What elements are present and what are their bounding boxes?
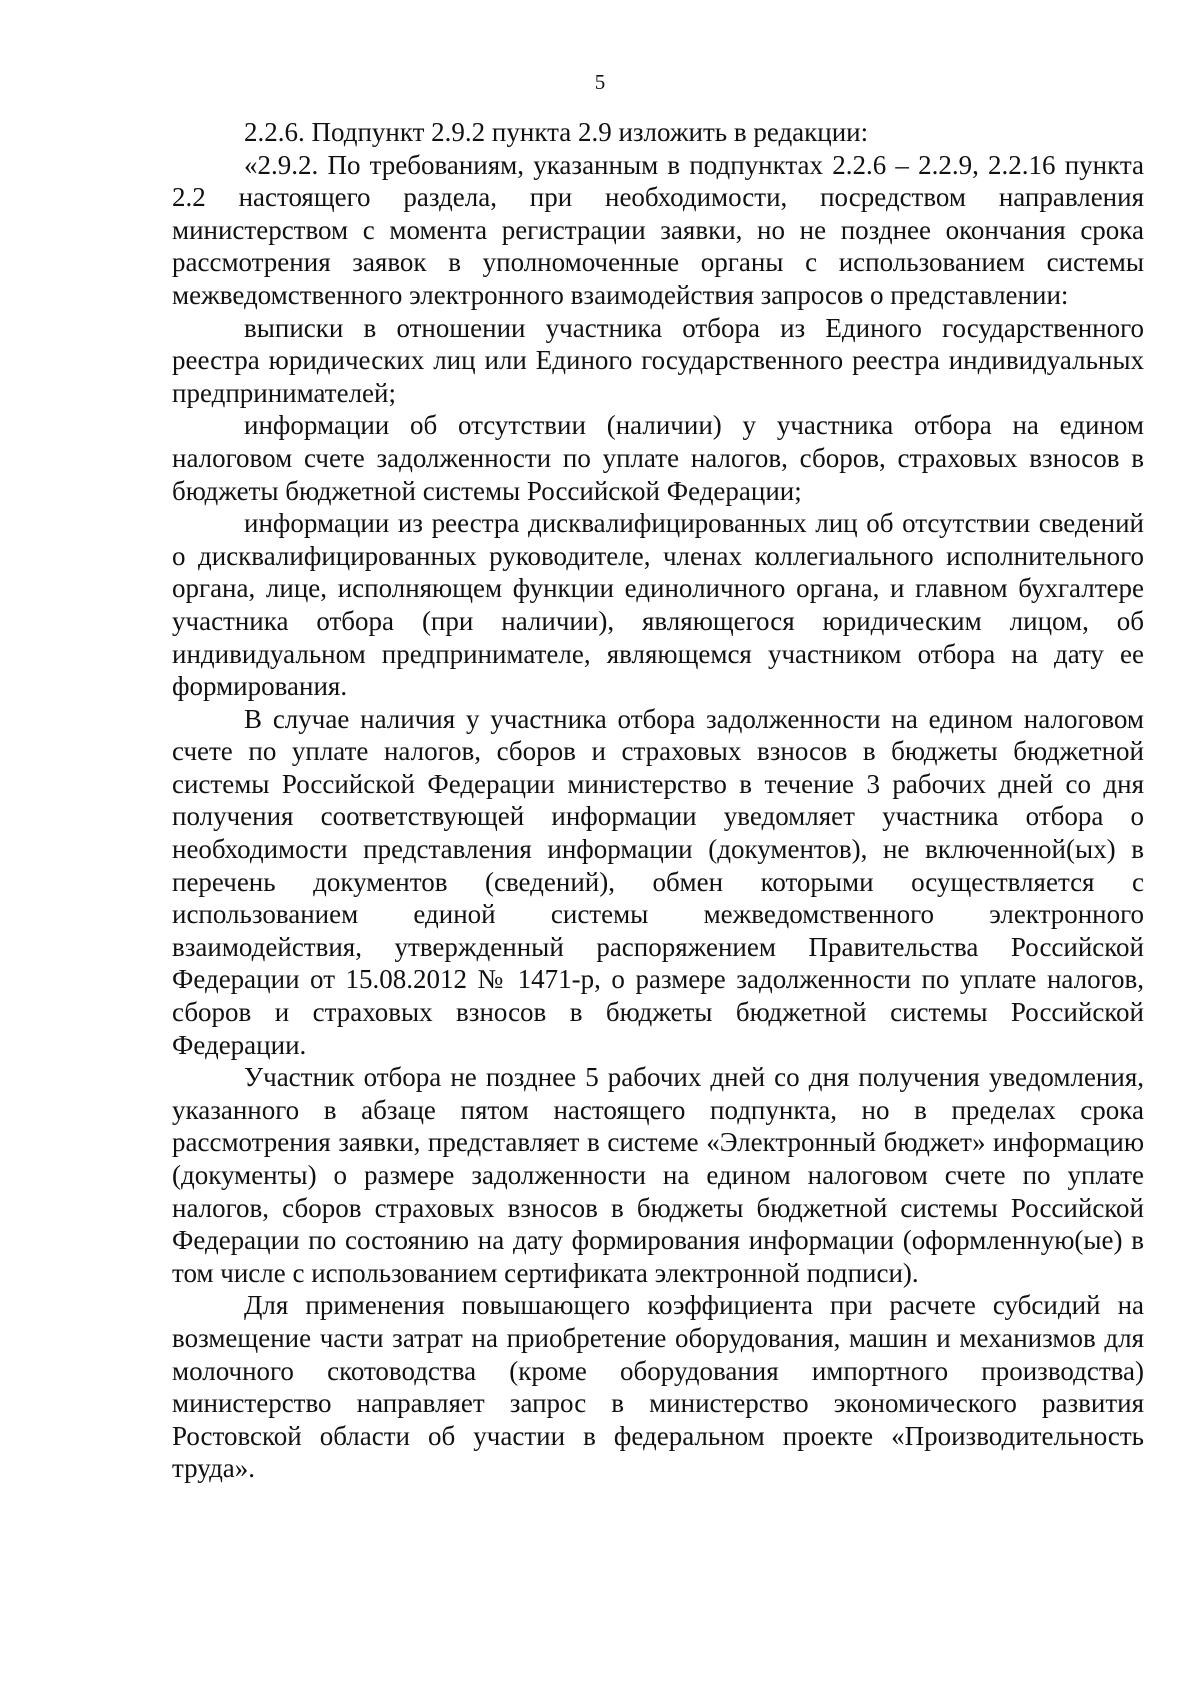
page-number: 5 <box>594 70 606 94</box>
paragraph-participant-submission: Участник отбора не позднее 5 рабочих дней со дня получения уведомления, указанного в абзаце пятом настоящего подпункта, но в пределах срока рассмотрения заявки, представляет в системе «Электронный бюджет» информацию (документы) о размере задолженности на едином налоговом счете по уплате налогов, сборов страховых взносов в бюджеты бюджетной системы Российской Федерации по состоянию на дату формирования информации (оформленную(ые) в том числе с использованием сертификата электронной подписи). <box>172 1062 1144 1288</box>
paragraph-amendment-intro: 2.2.6. Подпункт 2.9.2 пункта 2.9 изложить в редакции: <box>244 117 869 147</box>
paragraph-disqualified-persons: информации из реестра дисквалифицированных лиц об отсутствии сведений о дисквалифицированных руководителе, членах коллегиального исполнительного органа, лице, исполняющем функции единоличного органа, и главном бухгалтере участника отбора (при наличии), являющегося юридическим лицом, об индивидуальном предпринимателе, являющемся участником отбора на дату ее формирования. <box>172 508 1144 702</box>
paragraph-debt-notification: В случае наличия у участника отбора задолженности на едином налоговом счете по уплате налогов, сборов и страховых взносов в бюджеты бюджетной системы Российской Федерации министерство в течение 3 рабочих дней со дня получения соответствующей информации уведомляет участника отбора о необходимости представления информации (документов), не включенной(ых) в перечень документов (сведений), обмен которыми осуществляется с использованием единой системы межведомственного электронного взаимодействия, утвержденный распоряжением Правительства Российской Федерации от 15.08.2012 № 1471-р, о размере задолженности по уплате налогов, сборов и страховых взносов в бюджеты бюджетной системы Российской Федерации. <box>172 703 1144 1060</box>
paragraph-registry-extract: выписки в отношении участника отбора из Единого государственного реестра юридических лиц или Единого государственного реестра индивидуальных предпринимателей; <box>172 312 1144 408</box>
paragraph-2-9-2: «2.9.2. По требованиям, указанным в подпунктах 2.2.6 – 2.2.9, 2.2.16 пункта 2.2 настоящего раздела, при необходимости, посредством направления министерством с момента регистрации заявки, но не позднее окончания срока рассмотрения заявок в уполномоченные органы с использованием системы межведомственного электронного взаимодействия запросов о представлении: <box>172 149 1144 310</box>
paragraph-coefficient-request: Для применения повышающего коэффициента при расчете субсидий на возмещение части затрат на приобретение оборудования, машин и механизмов для молочного скотоводства (кроме оборудования импортного производства) министерство направляет запрос в министерство экономического развития Ростовской области об участии в федеральном проекте «Производительность труда». <box>172 1290 1144 1484</box>
paragraph-tax-debt-info: информации об отсутствии (наличии) у участника отбора на едином налоговом счете задолженности по уплате налогов, сборов, страховых взносов в бюджеты бюджетной системы Российской Федерации; <box>172 410 1144 506</box>
document-body <box>172 116 1144 1485</box>
